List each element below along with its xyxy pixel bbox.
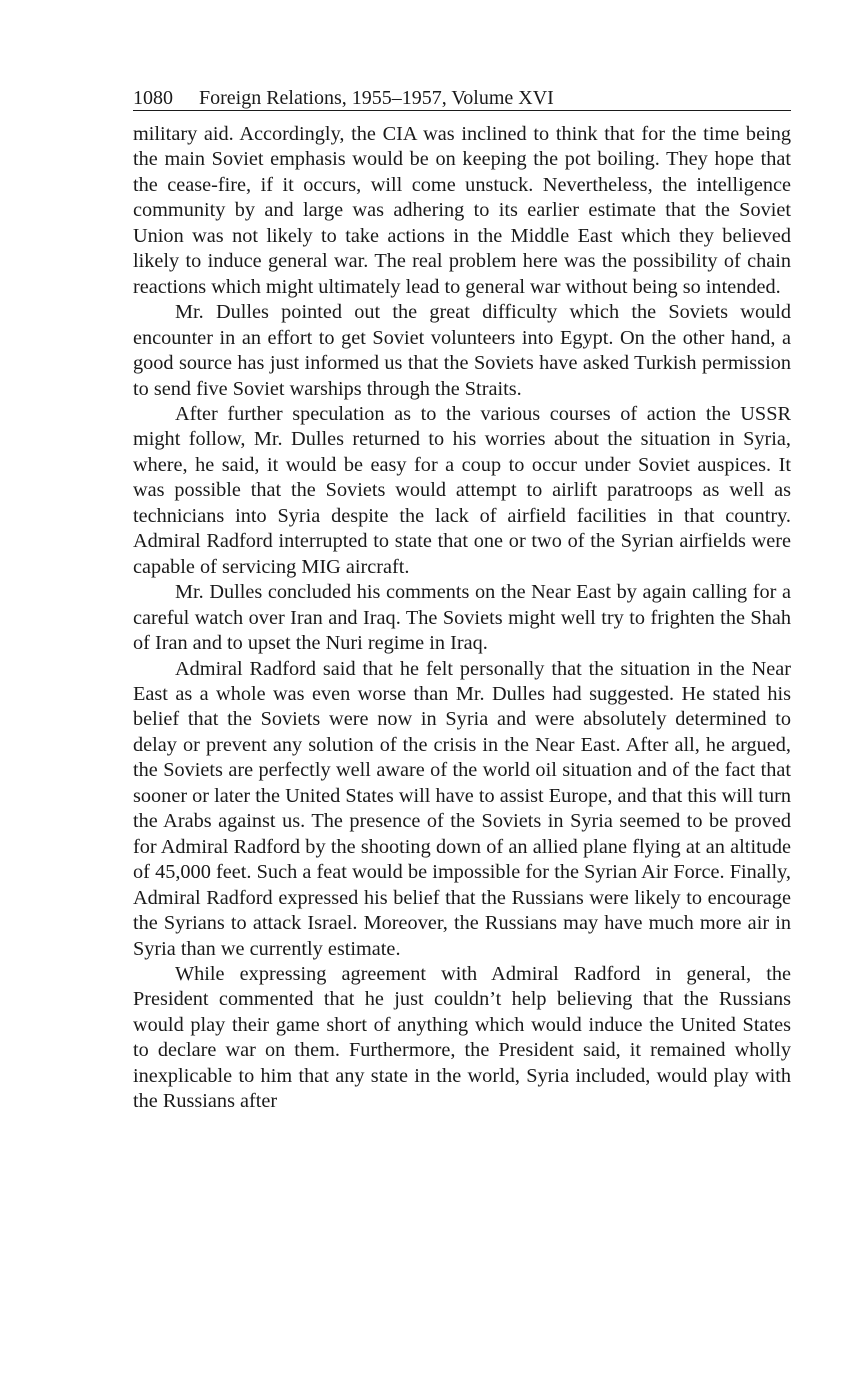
running-title: Foreign Relations, 1955–1957, Volume XVI bbox=[199, 87, 554, 109]
paragraph-continued: military aid. Accordingly, the CIA was inclined to think that for the time being the main Soviet emphasis would be on keeping the pot boiling. They hope that the cease-fire, if it occurs, will come unstuck. Nevertheless, the intelligence community by and large was adhering to its earlier estimate that the Soviet Union was not likely to take actions in the Middle East which they believed likely to induce general war. The real problem here was the possibility of chain reactions which might ultimately lead to general war without being so intended. bbox=[133, 123, 791, 298]
running-head bbox=[133, 86, 791, 111]
page-number: 1080 bbox=[133, 87, 173, 109]
paragraph: Admiral Radford said that he felt personally that the situation in the Near East as a whole was even worse than Mr. Dulles had suggested. He stated his belief that the Soviets were now in Syria and were absolutely determined to delay or prevent any solution of the crisis in the Near East. After all, he argued, the Soviets are perfectly well aware of the world oil situation and of the fact that sooner or later the United States will have to assist Europe, and that this will turn the Arabs against us. The presence of the Soviets in Syria seemed to be proved for Admiral Radford by the shooting down of an allied plane flying at an altitude of 45,000 feet. Such a feat would be impossible for the Syrian Air Force. Finally, Admiral Radford expressed his belief that the Russians were likely to encourage the Syrians to attack Israel. Moreover, the Russians may have much more air in Syria than we currently estimate. bbox=[133, 657, 791, 960]
paragraph: While expressing agreement with Admiral Radford in general, the President commented that he just couldn’t help believing that the Russians would play their game short of anything which would induce the United States to declare war on them. Furthermore, the President said, it remained wholly inexplicable to him that any state in the world, Syria included, would play with the Russians after bbox=[133, 962, 791, 1113]
paragraph: After further speculation as to the various courses of action the USSR might follow, Mr. Dulles returned to his worries about the situation in Syria, where, he said, it would be easy for a coup to occur under Soviet auspices. It was possible that the Soviets would attempt to airlift paratroops as well as technicians into Syria despite the lack of airfield facilities in that country. Admiral Radford interrupted to state that one or two of the Syrian airfields were capable of servicing MIG aircraft. bbox=[133, 402, 791, 578]
paragraph: Mr. Dulles concluded his comments on the Near East by again calling for a careful watch over Iran and Iraq. The Soviets might well try to frighten the Shah of Iran and to upset the Nuri regime in Iraq. bbox=[133, 581, 791, 655]
paragraph: Mr. Dulles pointed out the great difficulty which the Soviets would encounter in an effort to get Soviet volunteers into Egypt. On the other hand, a good source has just informed us that the Soviets have asked Turkish permission to send five Soviet warships through the Straits. bbox=[133, 301, 791, 400]
body-text bbox=[133, 122, 791, 1115]
document-page bbox=[133, 86, 791, 1115]
